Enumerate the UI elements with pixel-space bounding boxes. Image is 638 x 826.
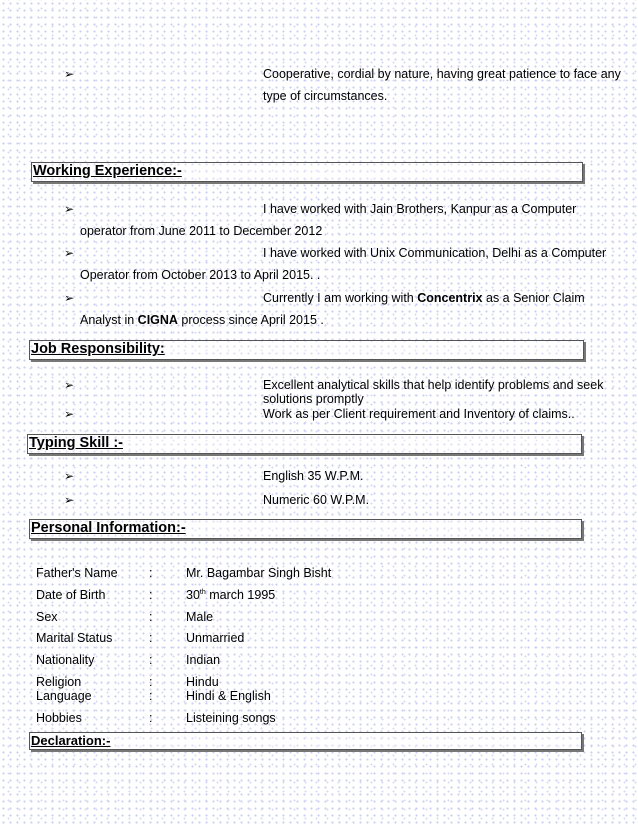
bullet-icon: ➢ [64, 67, 75, 81]
pi-colon: : [149, 588, 153, 602]
bullet-icon: ➢ [64, 291, 75, 305]
declaration-heading-box [29, 732, 582, 750]
typing-skill-numeric: Numeric 60 W.P.M. [263, 493, 370, 507]
pi-value-date-of-birth: 30th march 1995 [186, 588, 276, 602]
pi-value-fathers-name: Mr. Bagambar Singh Bisht [186, 566, 332, 580]
experience-3-line-1: Currently I am working with Concentrix as a Senior Claim [263, 291, 585, 305]
declaration-heading: Declaration:- [31, 733, 111, 748]
pi-label-date-of-birth: Date of Birth [36, 588, 106, 602]
pi-colon: : [149, 675, 153, 689]
pi-value-marital-status: Unmarried [186, 631, 245, 645]
job-responsibility-heading: Job Responsibility: [31, 341, 165, 357]
working-experience-heading: Working Experience:- [33, 163, 182, 179]
pi-colon: : [149, 653, 153, 667]
personal-information-heading: Personal Information:- [31, 520, 186, 536]
bullet-icon: ➢ [64, 246, 75, 260]
experience-2-line-1: I have worked with Unix Communication, Delhi as a Computer [263, 246, 607, 260]
experience-1-line-1: I have worked with Jain Brothers, Kanpur as a Computer [263, 202, 577, 216]
pi-value-religion: Hindu [186, 675, 219, 689]
experience-3-line-2: Analyst in CIGNA process since April 2015 . [80, 313, 324, 327]
bullet-icon: ➢ [64, 493, 75, 507]
pi-label-religion: Religion [36, 675, 82, 689]
typing-skill-heading: Typing Skill :- [29, 435, 123, 451]
intro-line-2: type of circumstances. [263, 89, 388, 103]
pi-colon: : [149, 689, 153, 703]
pi-label-nationality: Nationality [36, 653, 95, 667]
experience-1-line-2: operator from June 2011 to December 2012 [80, 224, 323, 238]
bullet-icon: ➢ [64, 378, 75, 392]
responsibility-2-line-1: Work as per Client requirement and Inventory of claims.. [263, 407, 575, 421]
typing-skill-english: English 35 W.P.M. [263, 469, 364, 483]
pi-value-sex: Male [186, 610, 214, 624]
pi-colon: : [149, 566, 153, 580]
bullet-icon: ➢ [64, 407, 75, 421]
responsibility-1-line-2: solutions promptly [263, 392, 364, 406]
pi-label-fathers-name: Father's Name [36, 566, 118, 580]
responsibility-1-line-1: Excellent analytical skills that help identify problems and seek [263, 378, 604, 392]
bullet-icon: ➢ [64, 469, 75, 483]
pi-value-hobbies: Listeining songs [186, 711, 276, 725]
experience-2-line-2: Operator from October 2013 to April 2015. . [80, 268, 321, 282]
pi-colon: : [149, 610, 153, 624]
pi-value-language: Hindi & English [186, 689, 271, 703]
pi-label-language: Language [36, 689, 92, 703]
pi-label-sex: Sex [36, 610, 58, 624]
bullet-icon: ➢ [64, 202, 75, 216]
pi-value-nationality: Indian [186, 653, 221, 667]
intro-line-1: Cooperative, cordial by nature, having great patience to face any [263, 67, 621, 81]
pi-colon: : [149, 711, 153, 725]
pi-label-hobbies: Hobbies [36, 711, 82, 725]
pi-colon: : [149, 631, 153, 645]
pi-label-marital-status: Marital Status [36, 631, 113, 645]
